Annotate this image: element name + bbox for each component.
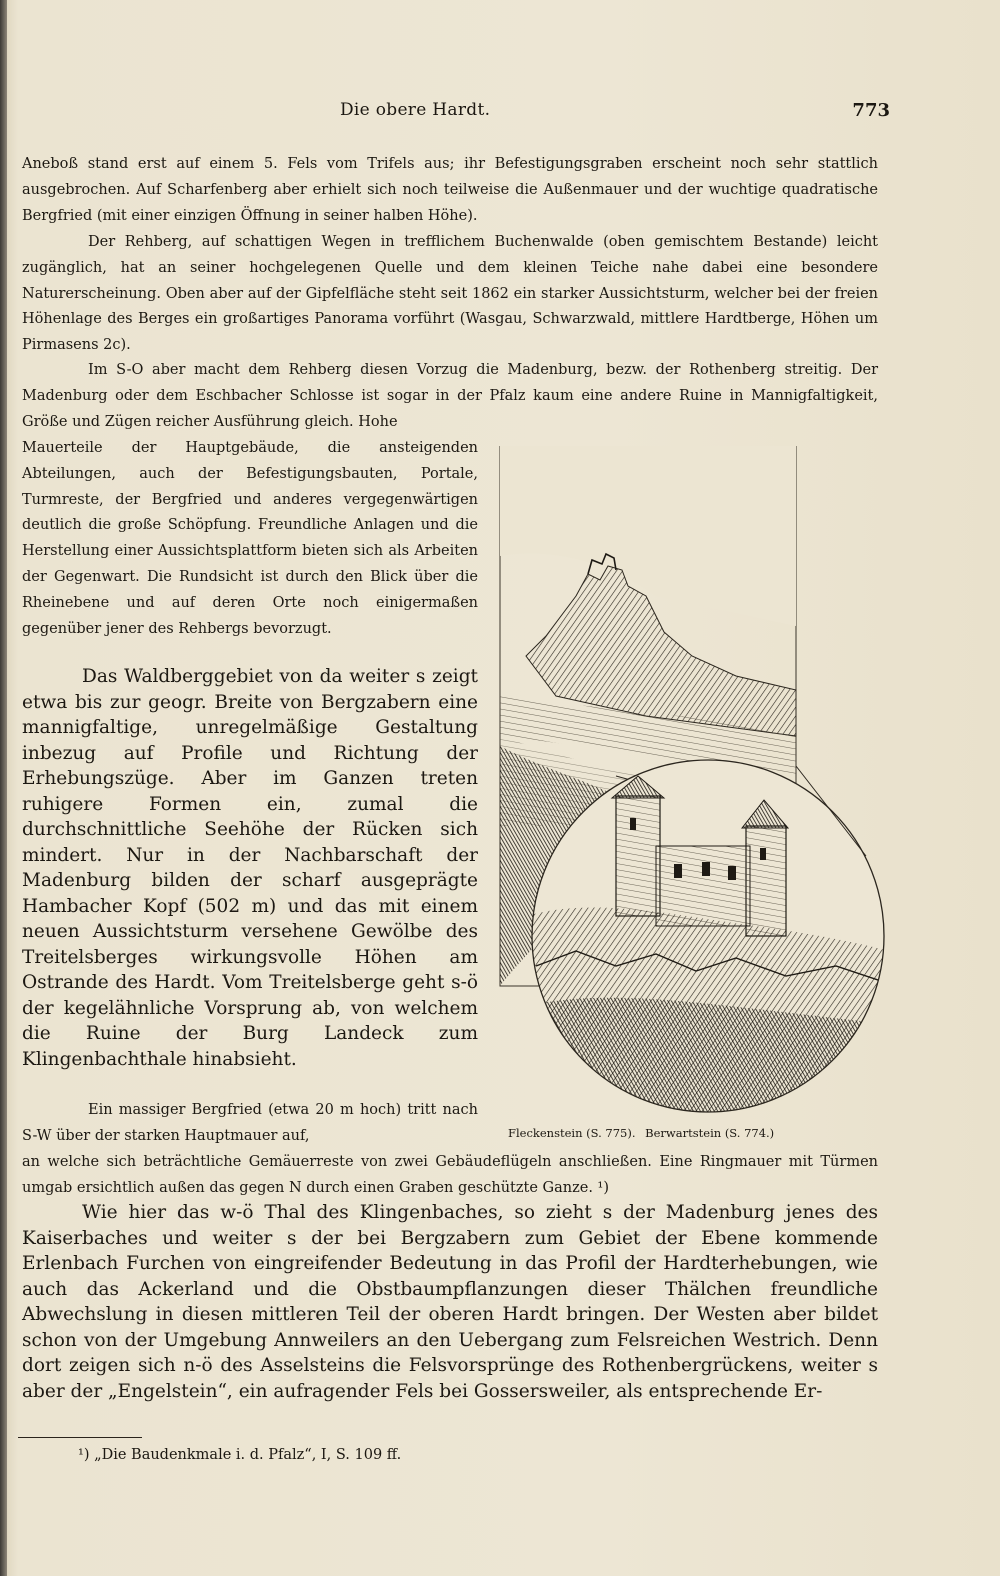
footnote: ¹) „Die Baudenkmale i. d. Pfalz“, I, S. 109 ff. [78, 1447, 402, 1463]
paragraph-aneboss: Aneboß stand erst auf einem 5. Fels vom Trifels aus; ihr Befestigungsgraben erscheint noch sehr stattlich ausgebrochen. Auf Scharfenberg aber erhielt sich noch teilweise die Außenmauer und der wuchtige quadratische Bergfried (mit einer einzigen Öffnung in seiner halben Höhe). [22, 156, 878, 224]
caption-berwartstein: Berwartstein (S. 774.) [645, 1126, 775, 1140]
book-binding-edge [0, 0, 7, 1576]
castle-illustration [496, 446, 886, 1114]
paragraph-madenburg: Im S-O aber macht dem Rehberg diesen Vorzug die Madenburg, bezw. der Rothenberg streitig. Der Madenburg oder dem Eschbacher Schlosse ist sogar in der Pfalz kaum eine andere Ruine in Mannigfaltigkeit, Größe und Zügen reicher Ausführung gleich. Hohe [22, 362, 878, 430]
paragraph-klingenbach: Wie hier das w-ö Thal des Klingenbaches, so zieht s der Madenburg jenes des Kaiserbaches und weiter s der bei Bergzabern zum Gebiet der Ebene kommende Erlenbach Furchen von eingreifender Bedeutung in das Profil der Hardterhebungen, wie auch das Ackerland und die Obstbaumpflanzungen dieser Thälchen freundliche Abwechslung in diesen mittleren Teil der oberen Hardt bringen. Der Westen aber bildet schon von der Umgebung Annweilers an den Uebergang zum Felsreichen Westrich. Denn dort zeigen sich n-ö des Asselsteins die Felsvorsprünge des Rothenbergrückens, weiter s aber der „Engelstein“, ein aufragender Fels bei Gossersweiler, als entsprechende Er- [22, 1202, 878, 1402]
paragraph-madenburg-continued: Mauerteile der Hauptgebäude, die ansteigenden Abteilungen, auch der Befestigungsbauten, Portale, Turmreste, der Bergfried und anderes vergegenwärtigen deutlich die große Schöpfung. Freundliche Anlagen und die Herstellung einer Aussichtsplattform bieten sich als Arbeiten der Gegenwart. Die Rundsicht ist durch den Blick über die Rheinebene und auf deren Orte noch einigermaßen gegenüber jener des Rehbergs bevorzugt. [22, 440, 478, 637]
footnote-divider [18, 1437, 142, 1438]
paragraph-waldberggebiet: Das Waldberggebiet von da weiter s zeigt etwa bis zur geogr. Breite von Bergzabern eine mannigfaltige, unregelmäßige Gestaltung inbezug auf Profile und Richtung der Erhebungszüge. Aber im Ganzen treten ruhigere Formen ein, zumal die durchschnittliche Seehöhe der Rücken sich mindert. Nur in der Nachbarschaft der Madenburg bilden der scharf ausgeprägte Hambacher Kopf (502 m) und das mit einem neuen Aussichtsturm versehene Gewölbe des Treitelsberges wirkungsvolle Höhen am Ostrande des Hardt. Vom Treitelsberge geht s-ö der kegelähnliche Vorsprung ab, von welchem die Ruine der Burg Landeck zum Klingenbachthale hinabsieht. [22, 666, 478, 1070]
caption-fleckenstein: Fleckenstein (S. 775). [508, 1126, 636, 1140]
page-header [340, 100, 890, 130]
figure-caption [508, 1126, 888, 1140]
page-number: 773 [852, 100, 890, 121]
paragraph-bergfried-continued: an welche sich beträchtliche Gemäuerreste von zwei Gebäudeflügeln anschließen. Eine Ringmauer mit Türmen umgab ersichtlich außen das gegen N durch einen Graben geschützte Ganze. ¹) [22, 1154, 878, 1196]
paragraph-rehberg: Der Rehberg, auf schattigen Wegen in trefflichem Buchenwalde (oben gemischtem Bestande) leicht zugänglich, hat an seiner hochgelegenen Quelle und dem kleinen Teiche nahe dabei eine besondere Naturerscheinung. Oben aber auf der Gipfelfläche steht seit 1862 ein starker Aussichtsturm, welcher bei der freien Höhenlage des Berges ein großartiges Panorama vorführt (Wasgau, Schwarzwald, mittlere Hardtberge, Höhen um Pirmasens 2c). [22, 234, 878, 354]
paragraph-bergfried: Ein massiger Bergfried (etwa 20 m hoch) tritt nach S-W über der starken Hauptmauer auf, [22, 1102, 478, 1144]
running-title: Die obere Hardt. [340, 100, 491, 120]
